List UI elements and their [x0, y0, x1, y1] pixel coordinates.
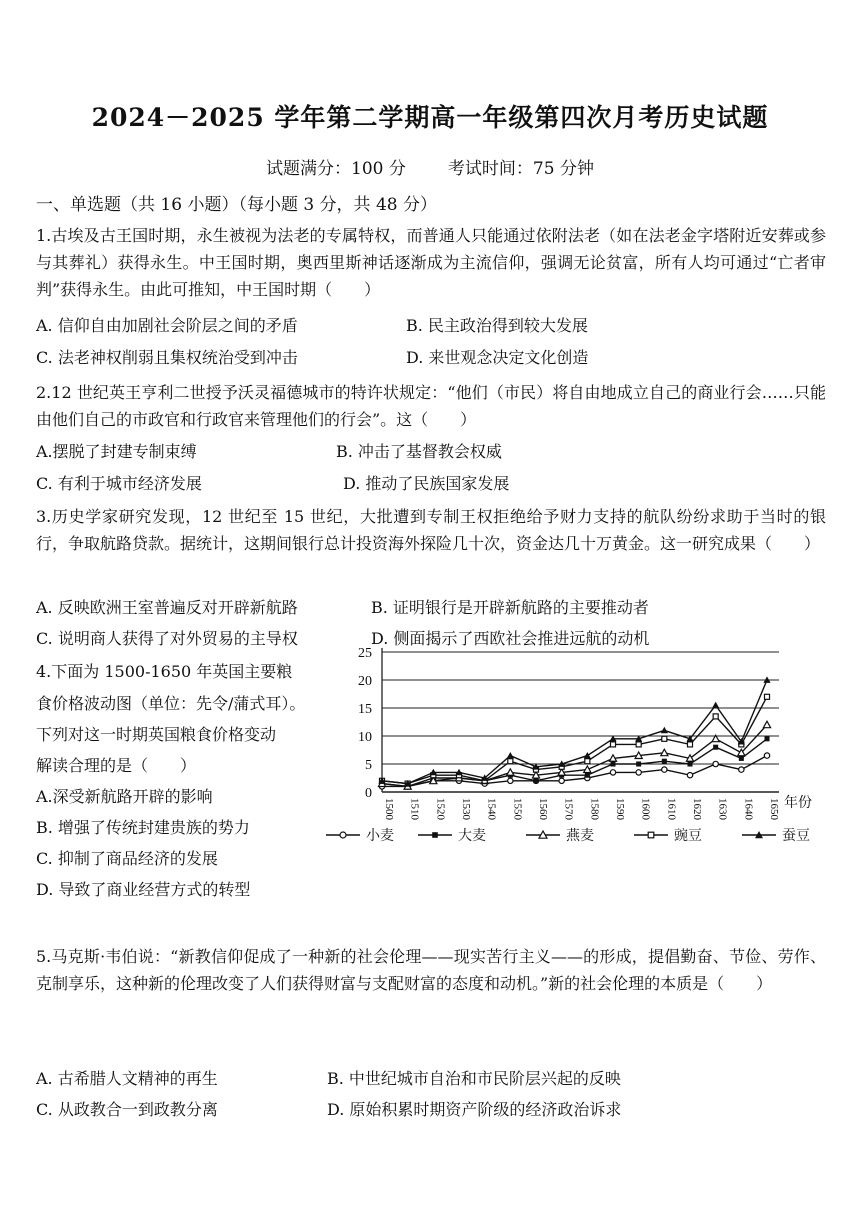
q5-option-a: A. 古希腊人文精神的再生 [36, 1069, 218, 1088]
q3-option-b: B. 证明银行是开辟新航路的主要推动者 [371, 598, 649, 617]
legend-item [326, 827, 394, 844]
q2-option-d: D. 推动了民族国家发展 [343, 474, 510, 493]
data-point [763, 721, 770, 727]
q4-stem-line-3: 下列对这一时期英国粮食价格变动 [36, 725, 277, 744]
data-point [687, 761, 692, 766]
data-point [533, 778, 538, 783]
q4-option-b: B. 增强了传统封建贵族的势力 [36, 818, 250, 837]
exam-title: 2024－2025 学年第二学期高一年级第四次月考历史试题 [91, 103, 769, 132]
question-5-stem: 5.马克斯·韦伯说：“新教信仰促成了一种新的社会伦理——现实苦行主义——的形成，提倡勤奋、节俭、劳作、克制享乐，这种新的伦理改变了人们获得财富与支配财富的态度和动机。”新的社会伦理的本质是（ ） [36, 947, 826, 993]
q4-stem-line-1: 4.下面为 1500-1650 年英国主要粮 [36, 662, 293, 681]
data-point [764, 694, 769, 699]
x-tick-label: 1620 [691, 798, 703, 820]
data-point [610, 761, 615, 766]
x-tick-label: 1540 [485, 798, 498, 820]
x-tick-label: 1560 [537, 798, 549, 820]
data-point [662, 759, 667, 764]
data-point [636, 742, 641, 747]
data-point [712, 702, 719, 708]
data-point [687, 742, 692, 747]
data-point [585, 773, 590, 778]
x-tick-label: 1550 [511, 798, 524, 820]
x-tick-label: 1590 [614, 798, 626, 820]
data-point [739, 756, 744, 761]
legend-item [526, 827, 594, 844]
legend-label: 蚕豆 [782, 829, 810, 844]
x-tick-label: 1600 [639, 798, 652, 820]
q5-option-c: C. 从政教合一到政教分离 [36, 1100, 218, 1119]
y-tick-label: 10 [358, 730, 372, 745]
data-point [713, 714, 718, 719]
data-point [432, 832, 438, 838]
legend-item [634, 828, 702, 844]
y-tick-label: 20 [358, 674, 372, 689]
legend-item [418, 827, 486, 844]
series-line [382, 725, 767, 787]
x-tick-label: 1570 [562, 798, 575, 820]
data-point [507, 752, 514, 758]
y-tick-label: 25 [358, 646, 372, 661]
data-point [610, 742, 615, 747]
legend-label: 小麦 [366, 829, 394, 844]
q5-option-b: B. 中世纪城市自治和市民阶层兴起的反映 [327, 1069, 621, 1088]
grain-price-chart [322, 640, 832, 852]
x-tick-label: 1610 [665, 798, 678, 820]
data-point [713, 745, 718, 750]
y-tick-label: 15 [358, 702, 372, 717]
q4-option-d: D. 导致了商业经营方式的转型 [36, 880, 251, 899]
legend-label: 大麦 [458, 829, 486, 844]
data-point [559, 778, 564, 783]
data-point [687, 773, 692, 778]
q2-option-b: B. 冲击了基督教会权威 [336, 442, 502, 461]
series-line [382, 680, 767, 784]
data-point [648, 832, 654, 838]
legend-label: 豌豆 [674, 829, 702, 844]
q1-option-b: B. 民主政治得到较大发展 [406, 316, 588, 335]
q2-option-a: A.摆脱了封建专制束缚 [36, 442, 197, 461]
data-point [661, 727, 668, 733]
q4-stem-line-4: 解读合理的是（ ） [36, 756, 197, 775]
q5-option-d: D. 原始积累时期资产阶级的经济政治诉求 [327, 1100, 622, 1119]
x-tick-label: 1630 [716, 798, 729, 820]
data-point [713, 761, 718, 766]
question-3-stem: 3.历史学家研究发现，12 世纪至 15 世纪，大批遭到专制王权拒绝给予财力支持的航队纷纷求助于当时的银行，争取航路贷款。据统计，这期间银行总计投资海外探险几十次，资金达几十万黄金。这一研究成果（ ） [36, 507, 826, 553]
data-point [585, 759, 590, 764]
x-tick-label: 1500 [383, 798, 395, 820]
data-point [610, 770, 615, 775]
legend-label: 燕麦 [566, 829, 594, 844]
q3-option-d: D. 侧面揭示了西欧社会推进远航的动机 [371, 629, 650, 648]
x-tick-label: 1650 [768, 798, 780, 820]
x-tick-label: 1580 [588, 798, 601, 820]
q1-option-c: C. 法老神权削弱且集权统治受到冲击 [36, 348, 298, 367]
q3-option-c: C. 说明商人获得了对外贸易的主导权 [36, 629, 298, 648]
x-axis-label: 年份 [784, 796, 812, 811]
x-tick-label: 1640 [742, 798, 755, 820]
q3-option-a: A. 反映欧洲王室普遍反对开辟新航路 [36, 598, 298, 617]
section-heading: 一、单选题（共 16 小题）（每小题 3 分，共 48 分） [36, 195, 438, 215]
y-tick-label: 5 [365, 758, 372, 773]
x-tick-label: 1530 [460, 798, 472, 820]
data-point [636, 770, 641, 775]
data-point [340, 832, 346, 838]
q4-option-a: A.深受新航路开辟的影响 [36, 787, 213, 806]
exam-info [0, 154, 860, 179]
question-1-stem: 1.古埃及古王国时期，永生被视为法老的专属特权，而普通人只能通过依附法老（如在法老金字塔附近安葬或参与其葬礼）获得永生。中王国时期，奥西里斯神话逐渐成为主流信仰，强调无论贫富，所有人均可通过“亡者审判”获得永生。由此可推知，中王国时期（ ） [36, 226, 826, 299]
data-point [508, 778, 513, 783]
x-tick-label: 1510 [408, 798, 421, 820]
data-point [584, 752, 591, 758]
exam-time: 考试时间：75 分钟 [447, 159, 594, 179]
data-point [636, 761, 641, 766]
q1-option-d: D. 来世观念决定文化创造 [406, 348, 589, 367]
q4-option-c: C. 抑制了商品经济的发展 [36, 849, 218, 868]
data-point [764, 753, 769, 758]
data-point [662, 736, 667, 741]
data-point [739, 767, 744, 772]
data-point [508, 759, 513, 764]
q2-option-c: C. 有利于城市经济发展 [36, 474, 202, 493]
legend-item [742, 828, 810, 844]
question-2-stem: 2.12 世纪英王亨利二世授予沃灵福德城市的特许状规定：“他们（市民）将自由地成立自己的商业行会……只能由他们自己的市政官和行政官来管理他们的行会”。这（ ） [36, 383, 826, 429]
data-point [662, 767, 667, 772]
series-5 [378, 676, 770, 786]
data-point [764, 736, 769, 741]
y-tick-label: 0 [365, 786, 372, 801]
full-score: 试题满分：100 分 [266, 159, 406, 179]
q4-stem-line-2: 食价格波动图（单位：先令/蒲式耳）。 [36, 694, 306, 713]
x-tick-label: 1520 [434, 798, 447, 820]
q1-option-a: A. 信仰自由加剧社会阶层之间的矛盾 [36, 316, 298, 335]
